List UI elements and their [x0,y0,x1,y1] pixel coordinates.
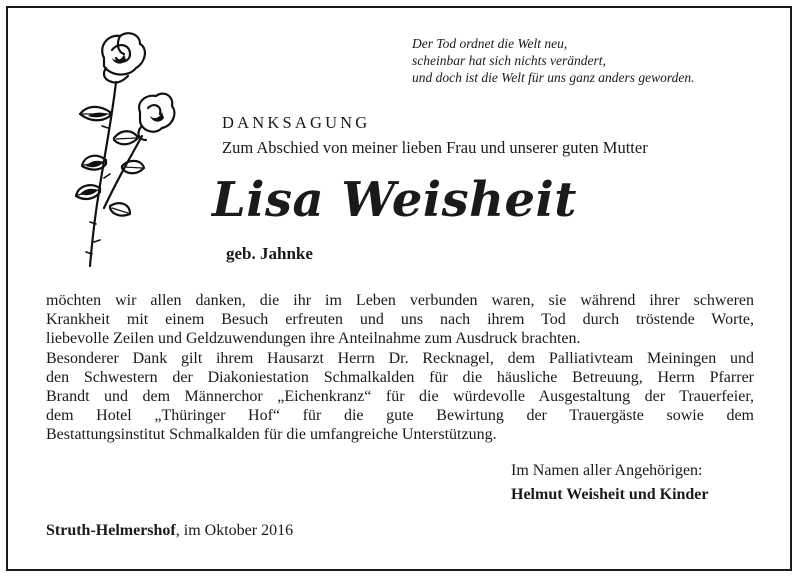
place-town: Struth-Helmershof [46,522,176,539]
place-date-text: , im Oktober 2016 [175,522,294,539]
birth-name: geb. Jahnke [226,244,313,263]
quote-block [412,35,772,86]
quote-line: scheinbar hat sich nichts verändert, [412,53,606,68]
body-line: Besonderer Dank gilt ihrem Hausarzt Herrn Dr. Recknagel, dem Palliativteam Meiningen und [46,349,754,367]
body-line: Bestattungsinstitut Schmalkalden für die umfangreiche Unterstützung. [46,426,497,444]
place-date [46,522,293,540]
signature-intro: Im Namen aller Angehörigen: [511,462,703,479]
body-line: liebevolle Zeilen und Geldzuwendungen ihre Anteilnahme zum Ausdruck brachten. [46,330,581,348]
body-line: möchten wir allen danken, die ihr im Leben verbunden waren, sie während ihrer schweren [46,292,754,309]
body-line: Brandt und dem Männerchor „Eichenkranz“ für die würdevolle Ausgestaltung der Trauerfeier, [46,387,754,405]
intro-line: Zum Abschied von meiner lieben Frau und unserer guten Mutter [222,138,648,157]
body-line: dem Hotel „Thüringer Hof“ für die gute Bewirtung der Trauergäste sowie dem [46,407,754,425]
signature-names: Helmut Weisheit und Kinder [511,486,709,503]
heading: DANKSAGUNG [222,113,371,132]
body-text [46,291,754,445]
quote-line: Der Tod ordnet die Welt neu, [412,36,568,51]
rose-icon [58,28,183,273]
quote-line: und doch ist die Welt für uns ganz anders geworden. [412,70,695,85]
deceased-name: Lisa Weisheit [212,172,577,228]
body-line: Krankheit mit einem Besuch erfreuten und uns nach ihrem Tod durch tröstende Worte, [46,311,754,329]
body-line: den Schwestern der Diakoniestation Schmalkalden für die häusliche Betreuung, Herrn Pfarrer [46,368,754,386]
